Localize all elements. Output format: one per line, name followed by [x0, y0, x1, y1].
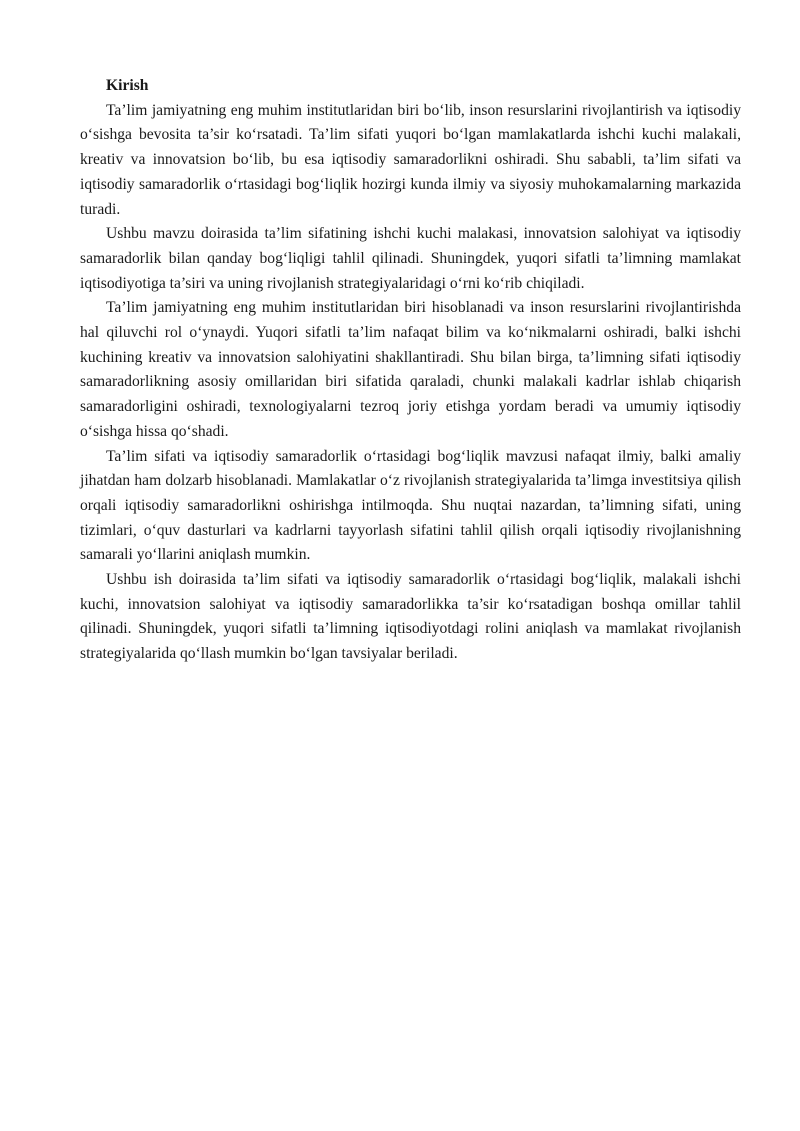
paragraph-3: Ta’lim jamiyatning eng muhim institutlaridan biri hisoblanadi va inson resurslarini rivojlantirishda hal qiluvchi rol o‘ynaydi. Yuqori sifatli ta’lim nafaqat bilim va ko‘nikmalarni oshiradi, balki ishchi kuchining kreativ va innovatsion salohiyatini shakllantiradi. Shu bilan birga, ta’limning sifati iqtisodiy samaradorlikning asosiy omillaridan biri sifatida qaraladi, chunki malakali kadrlar ishlab chiqarish samaradorligini oshiradi, texnologiyalarni tezroq joriy etishga yordam beradi va umumiy iqtisodiy o‘sishga hissa qo‘shadi.	[80, 299, 741, 440]
document-page	[80, 74, 741, 667]
paragraph-1: Ta’lim jamiyatning eng muhim institutlaridan biri bo‘lib, inson resurslarini rivojlantirish va iqtisodiy o‘sishga bevosita ta’sir ko‘rsatadi. Ta’lim sifati yuqori bo‘lgan mamlakatlarda ishchi kuchi malakali, kreativ va innovatsion bo‘lib, bu esa iqtisodiy samaradorlikni oshiradi. Shu sababli, ta’lim sifati va iqtisodiy samaradorlik o‘rtasidagi bog‘liqlik hozirgi kunda ilmiy va siyosiy muhokamalarning markazida turadi.	[80, 101, 741, 218]
paragraph-4: Ta’lim sifati va iqtisodiy samaradorlik o‘rtasidagi bog‘liqlik mavzusi nafaqat ilmiy, balki amaliy jihatdan ham dolzarb hisoblanadi. Mamlakatlar o‘z rivojlanish strategiyalarida ta’limga investitsiya qilish orqali iqtisodiy samaradorlikni oshirishga intilmoqda. Shu nuqtai nazardan, ta’limning sifati, uning tizimlari, o‘quv dasturlari va kadrlarni tayyorlash sifatini tahlil qilish orqali iqtisodiy rivojlanishning samarali yo‘llarini aniqlash mumkin.	[80, 447, 741, 564]
paragraph-2: Ushbu mavzu doirasida ta’lim sifatining ishchi kuchi malakasi, innovatsion salohiyat va iqtisodiy samaradorlik bilan qanday bog‘liqligi tahlil qilinadi. Shuningdek, yuqori sifatli ta’limning mamlakat iqtisodiyotiga ta’siri va uning rivojlanish strategiyalaridagi o‘rni ko‘rib chiqiladi.	[80, 225, 741, 292]
paragraph-5: Ushbu ish doirasida ta’lim sifati va iqtisodiy samaradorlik o‘rtasidagi bog‘liqlik, malakali ishchi kuchi, innovatsion salohiyat va iqtisodiy samaradorlikka ta’sir ko‘rsatadigan boshqa omillar tahlil qilinadi. Shuningdek, yuqori sifatli ta’limning iqtisodiyotdagi rolini aniqlash va mamlakat rivojlanish strategiyalarida qo‘llash mumkin bo‘lgan tavsiyalar beriladi.	[80, 571, 741, 663]
section-heading: Kirish	[106, 77, 149, 94]
